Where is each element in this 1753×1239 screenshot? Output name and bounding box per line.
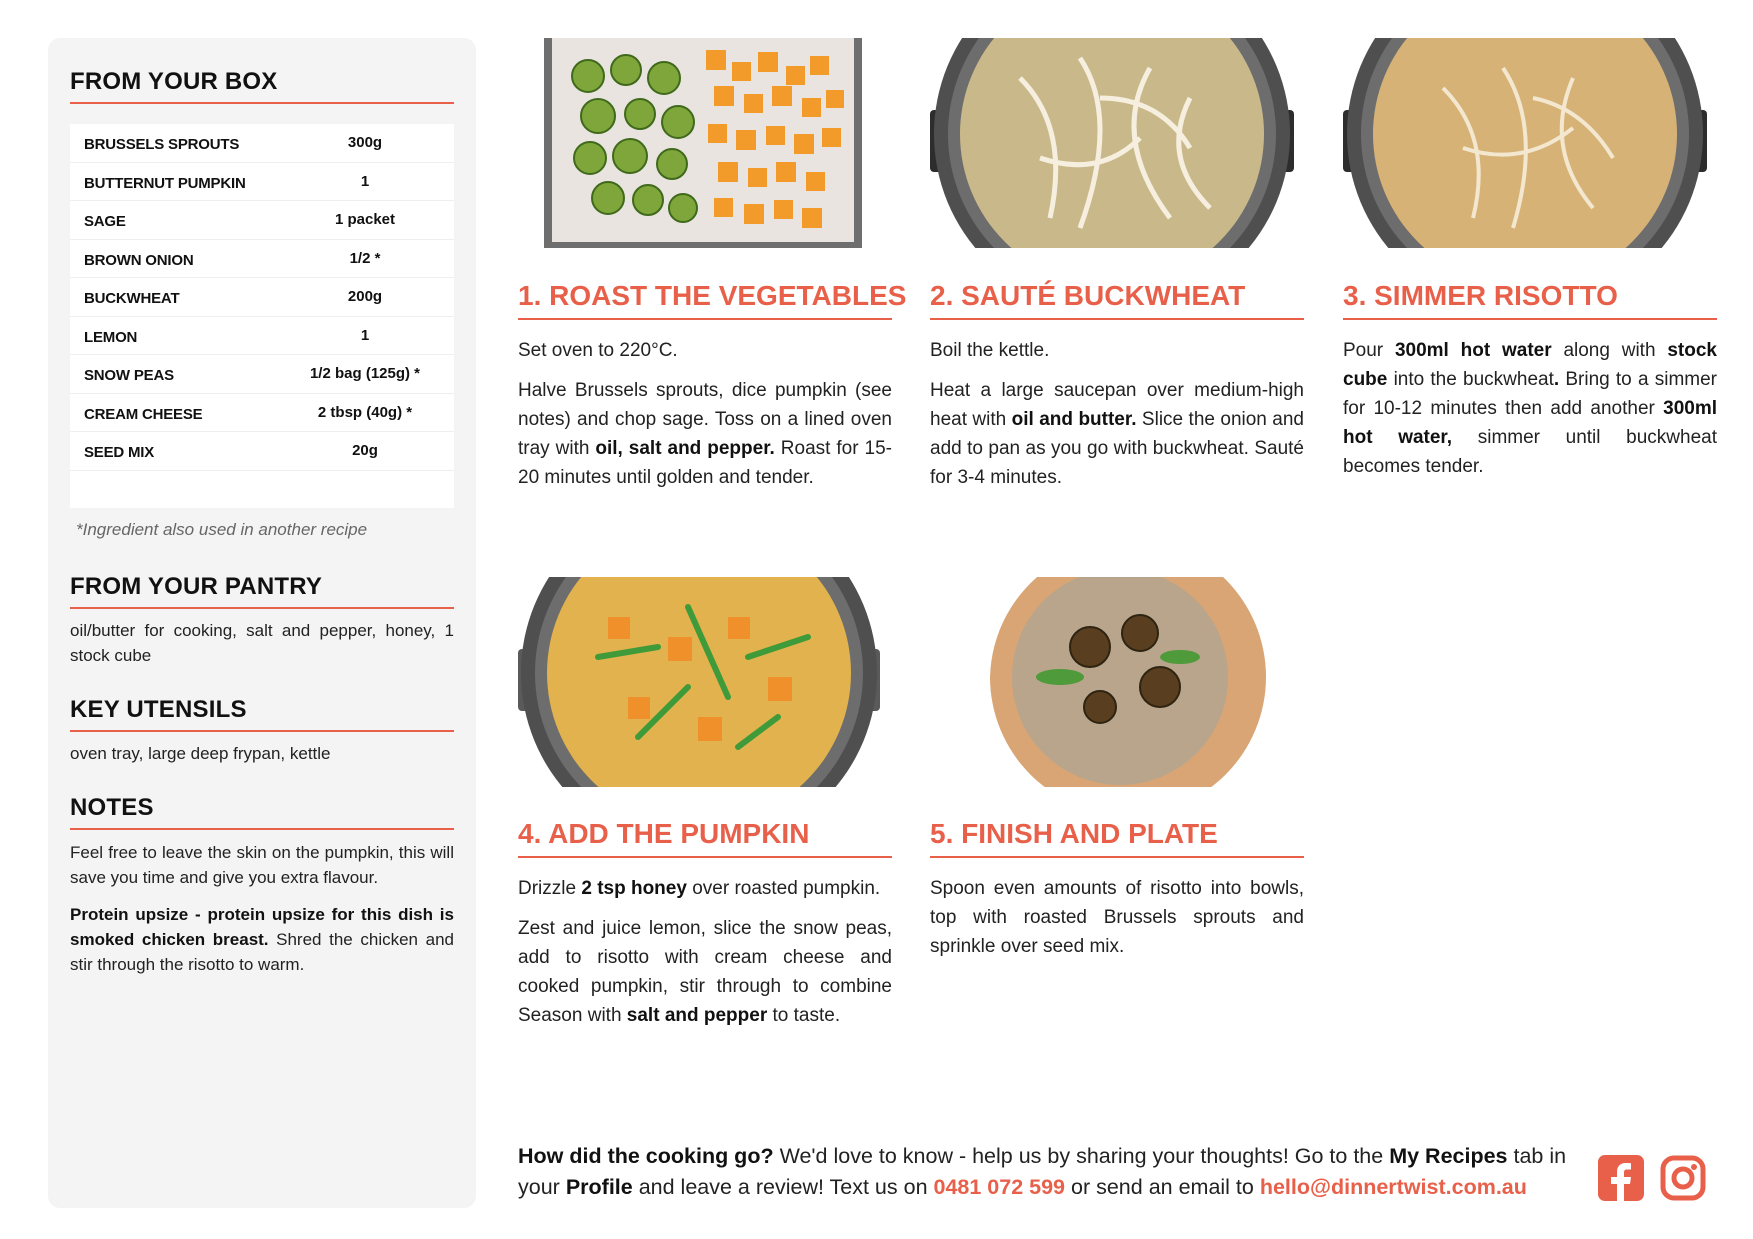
text-run: over roasted pumpkin. (686, 878, 881, 899)
ingredient-qty: 1 (360, 326, 370, 344)
ingredient-qty: 20g (352, 442, 378, 459)
table-row (70, 317, 454, 356)
facebook-icon[interactable] (1598, 1155, 1644, 1201)
text-run: Heat a large saucepan over medium-high heat with (930, 380, 1304, 430)
ingredients-panel (48, 38, 476, 1208)
bold-run: 300ml hot water, (1343, 398, 1717, 448)
table-row (70, 163, 454, 202)
instagram-icon[interactable] (1660, 1155, 1706, 1201)
text-run: Roast for 15-20 minutes until golden and tender. (518, 438, 892, 488)
upsize-rest: Shred the chicken and stir through the risotto to warm. (70, 930, 454, 974)
pantry-text: oil/butter for cooking, salt and pepper, honey, 1 stock cube (70, 621, 454, 665)
ingredient-qty: 300g (347, 134, 383, 151)
text-run: Zest and juice lemon, slice the snow peas, add to risotto with cream cheese and cooked pumpkin, stir through to combine Season with (518, 918, 892, 1026)
ingredient-name: SAGE (84, 213, 126, 230)
step-1-text: Set oven to 220°C. (518, 340, 678, 361)
finish-plate-photo (930, 577, 1294, 787)
roast-vegetables-photo (518, 38, 890, 248)
table-row (70, 432, 454, 471)
phone-link[interactable]: 0481 072 599 (933, 1175, 1066, 1199)
text-run: We'd love to know - help us by sharing your thoughts! Go to the (773, 1144, 1390, 1168)
text-run: and leave a review! Text us on (632, 1175, 934, 1199)
text-run: Slice the onion and add to pan as you go with buckwheat. Sauté for 3-4 minutes. (930, 409, 1305, 488)
step-2-title: 2. SAUTÉ BUCKWHEAT (930, 280, 1304, 320)
ingredient-table (70, 124, 454, 508)
bold-run: stock cube (1343, 340, 1717, 390)
ingredient-name: BRUSSELS SPROUTS (84, 136, 240, 153)
notes-text: Feel free to leave the skin on the pumpkin, this will save you time and give you extra flavour. (70, 843, 454, 887)
text-run: Halve Brussels sprouts, dice pumpkin (see notes) and chop sage. Toss on a lined oven tray with (518, 380, 892, 459)
pantry-title: FROM YOUR PANTRY (70, 573, 454, 609)
text-run: or send an email to (1065, 1175, 1260, 1199)
text-run: into the buckwheat (1387, 369, 1554, 390)
ingredient-qty: 2 tbsp (40g) * (317, 403, 413, 421)
bold-run: oil and butter. (1011, 409, 1137, 430)
ingredient-qty: 1 packet (334, 211, 396, 228)
text-run: along with (1551, 340, 1668, 361)
table-row (70, 124, 454, 163)
step-4-title: 4. ADD THE PUMPKIN (518, 818, 892, 858)
email-link[interactable]: hello@dinnertwist.com.au (1259, 1175, 1527, 1199)
ingredient-name: BUCKWHEAT (84, 290, 180, 307)
step-3-text (1343, 336, 1717, 481)
bold-run: oil, salt and pepper. (595, 438, 775, 459)
utensils-text: oven tray, large deep frypan, kettle (70, 744, 331, 763)
text-run: Pour (1343, 340, 1395, 361)
bold-run: 300ml hot water (1394, 340, 1552, 361)
notes-title: NOTES (70, 794, 454, 830)
box-title: FROM YOUR BOX (70, 68, 454, 104)
protein-upsize-text (70, 902, 454, 977)
text-run: tab in your (518, 1144, 1567, 1199)
table-row (70, 355, 454, 394)
step-3-title: 3. SIMMER RISOTTO (1343, 280, 1717, 320)
ingredient-name: BUTTERNUT PUMPKIN (84, 174, 246, 192)
ingredient-name: LEMON (84, 328, 138, 346)
ingredient-footnote: *Ingredient also used in another recipe (76, 520, 368, 539)
step-4-text (518, 874, 892, 903)
ingredient-qty: 1/2 bag (125g) * (309, 365, 421, 382)
step-5-title: 5. FINISH AND PLATE (930, 818, 1304, 858)
upsize-bold: Protein upsize - protein upsize for this dish is smoked chicken breast. (70, 905, 454, 949)
table-row (70, 278, 454, 317)
step-2-text-2 (930, 376, 1304, 492)
text-run: simmer until buckwheat becomes tender. (1343, 427, 1717, 477)
step-5-text: Spoon even amounts of risotto into bowls, top with roasted Brussels sprouts and sprinkle over seed mix. (930, 878, 1304, 957)
simmer-risotto-photo (1343, 38, 1707, 248)
ingredient-name: BROWN ONION (84, 251, 194, 269)
bold-run: . (1553, 369, 1560, 390)
ingredient-qty: 1 (360, 172, 370, 190)
ingredient-qty: 1/2 * (349, 249, 381, 267)
ingredient-name: SEED MIX (84, 444, 155, 461)
text-run: Drizzle (518, 878, 582, 899)
table-row (70, 201, 454, 240)
add-pumpkin-photo (518, 577, 880, 787)
step-4-text-2 (518, 914, 892, 1030)
step-1-text-2 (518, 376, 892, 492)
text-run: Bring to a simmer for 10-12 minutes then add another (1343, 369, 1717, 419)
feedback-footer (518, 1141, 1578, 1203)
ingredient-name: CREAM CHEESE (84, 405, 203, 423)
bold-run: 2 tsp honey (581, 878, 687, 899)
table-row (70, 240, 454, 279)
bold-run: salt and pepper (626, 1005, 768, 1026)
feedback-question: How did the cooking go? (518, 1144, 774, 1168)
my-recipes-link[interactable]: My Recipes (1389, 1144, 1508, 1168)
ingredient-qty: 200g (347, 288, 383, 305)
ingredient-name: SNOW PEAS (84, 367, 174, 384)
utensils-title: KEY UTENSILS (70, 696, 454, 732)
table-row (70, 394, 454, 433)
step-1-title: 1. ROAST THE VEGETABLES (518, 280, 892, 320)
step-2-text: Boil the kettle. (930, 340, 1050, 361)
profile-link[interactable]: Profile (565, 1175, 633, 1199)
text-run: to taste. (767, 1005, 841, 1026)
saute-buckwheat-photo (930, 38, 1294, 248)
